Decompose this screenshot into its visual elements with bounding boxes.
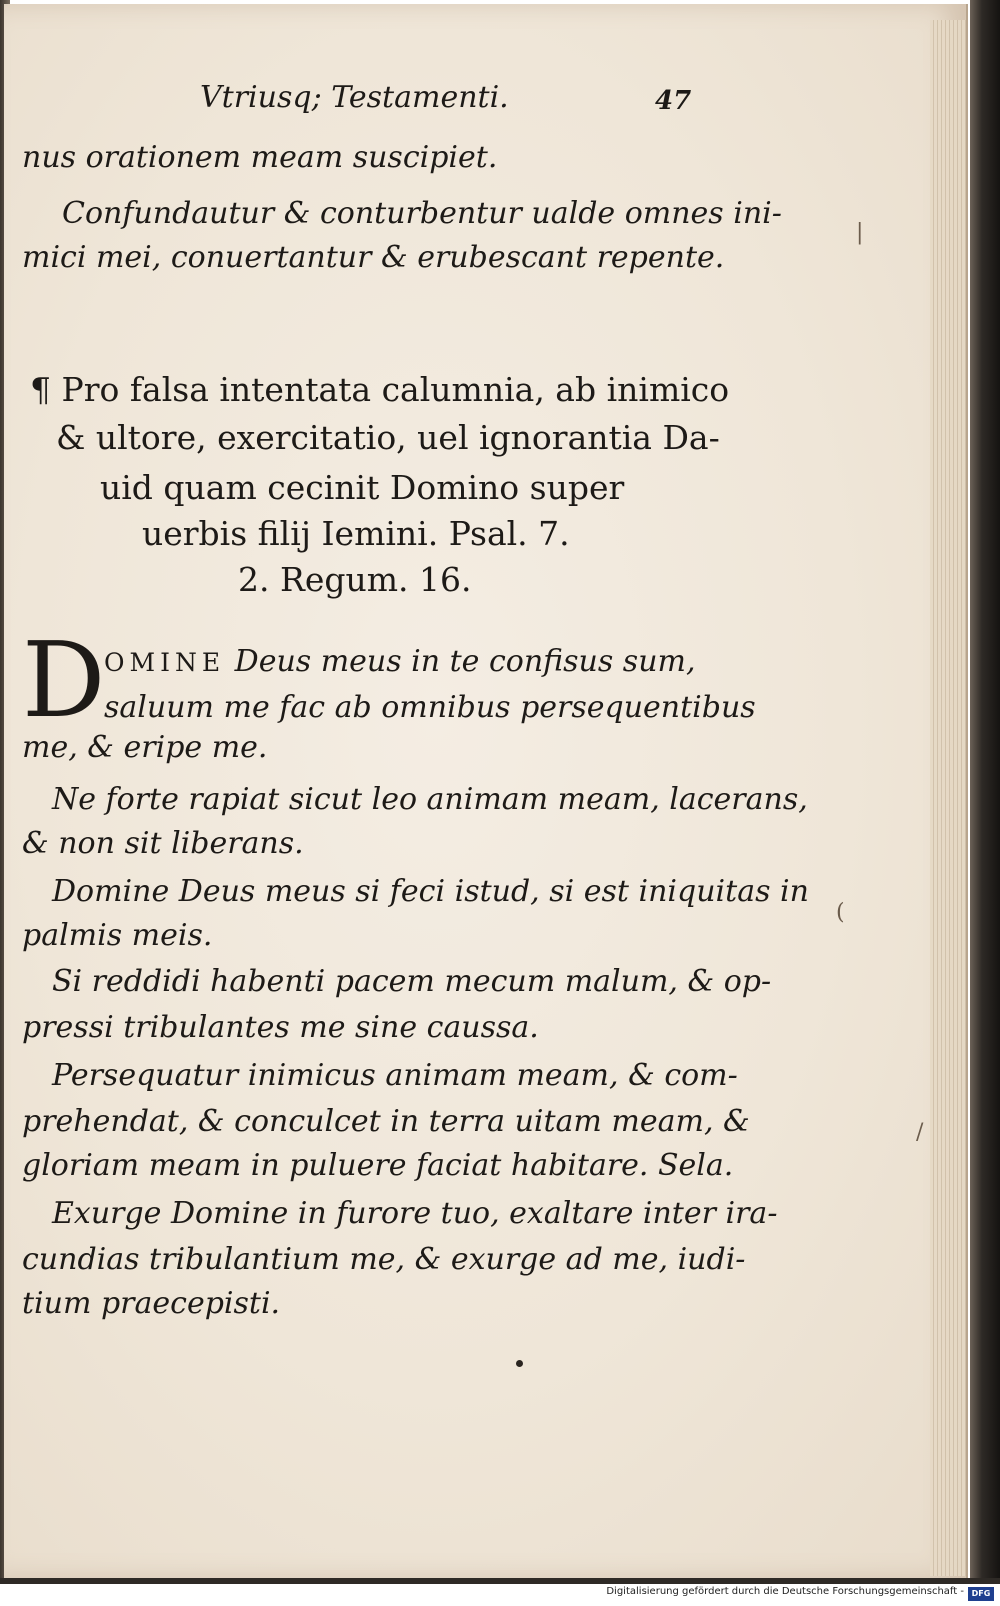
text-line: gloriam meam in puluere faciat habitare. Sela. — [22, 1148, 734, 1183]
section-heading-line: 2. Regum. 16. — [238, 560, 472, 599]
text-line: pressi tribulantes me sine caussa. — [22, 1010, 539, 1045]
folio-number: 47 — [655, 86, 692, 116]
page-leaves-edge — [930, 20, 966, 1576]
text-line: mici mei, conuertantur & erubescant repente. — [22, 240, 725, 275]
text-span: Deus meus in te confisus sum, — [234, 644, 696, 679]
text-line: tium praecepisti. — [22, 1286, 281, 1321]
text-line: prehendat, & conculcet in terra uitam meam, & — [22, 1104, 750, 1139]
text-line: nus orationem meam suscipiet. — [22, 140, 498, 175]
opening-caps: OMINE — [104, 648, 226, 677]
text-line: Si reddidi habenti pacem mecum malum, & op- — [52, 964, 772, 999]
digitization-footer — [0, 1584, 1000, 1606]
section-heading-line: & ultore, exercitatio, uel ignorantia Da- — [56, 418, 720, 457]
text-line: me, & eripe me. — [22, 730, 268, 765]
text-line: Exurge Domine in furore tuo, exaltare inter ira- — [52, 1196, 778, 1231]
margin-mark: | — [856, 220, 864, 245]
text-line: saluum me fac ab omnibus persequentibus — [104, 690, 756, 725]
text-line — [104, 644, 696, 679]
section-heading-line: ¶ Pro falsa intentata calumnia, ab inimico — [30, 370, 730, 409]
running-head: Vtriusq; Testamenti. — [200, 80, 509, 115]
text-line: & non sit liberans. — [22, 826, 304, 861]
section-heading-line: uerbis filij Iemini. Psal. 7. — [142, 514, 570, 553]
margin-mark: ( — [836, 900, 845, 925]
ink-dot — [516, 1360, 523, 1367]
book-right-edge — [970, 0, 1000, 1580]
text-line: Domine Deus meus si feci istud, si est iniquitas in — [52, 874, 809, 909]
text-line: palmis meis. — [22, 918, 213, 953]
text-line: Persequatur inimicus animam meam, & com- — [52, 1058, 738, 1093]
margin-mark: / — [916, 1120, 924, 1145]
dfg-logo: DFG — [968, 1587, 994, 1601]
text-line: cundias tribulantium me, & exurge ad me, iudi- — [22, 1242, 746, 1277]
text-line: Ne forte rapiat sicut leo animam meam, lacerans, — [52, 782, 808, 817]
text-line: Confundautur & conturbentur ualde omnes ini- — [62, 196, 782, 231]
drop-capital: D — [22, 619, 106, 741]
section-heading-line: uid quam cecinit Domino super — [100, 468, 625, 507]
footer-credit: Digitalisierung gefördert durch die Deutsche Forschungsgemeinschaft - — [606, 1586, 964, 1597]
